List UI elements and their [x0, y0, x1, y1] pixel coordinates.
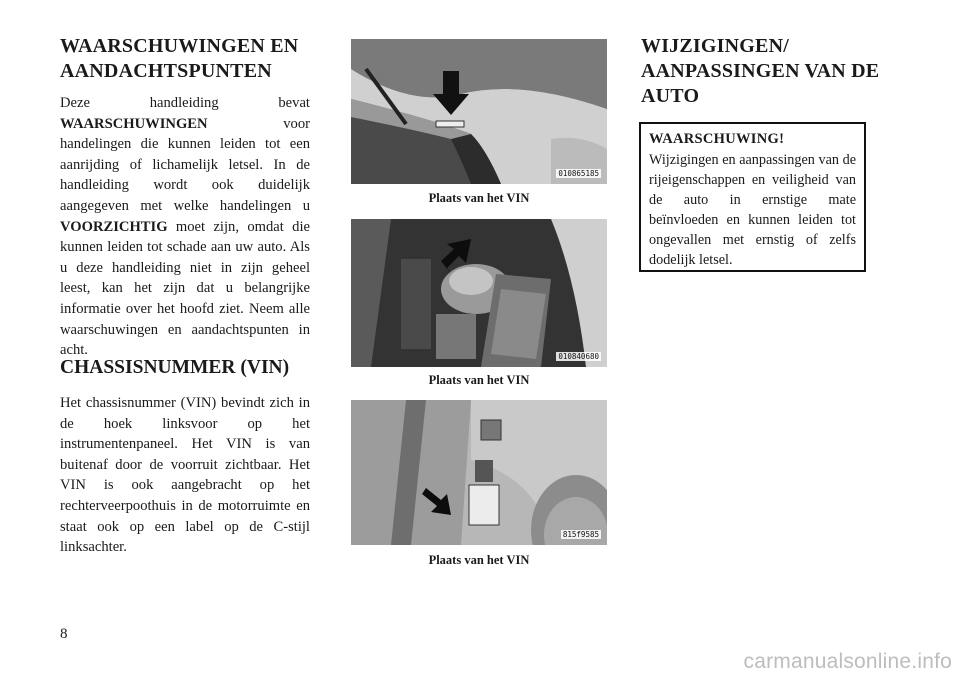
figure-caption: Plaats van het VIN [428, 553, 530, 567]
heading-line: WAARSCHUWINGEN EN [60, 35, 299, 57]
watermark: carmanualsonline.info [743, 650, 952, 673]
figure-caption: Plaats van het VIN [428, 373, 530, 387]
vin-paragraph: Het chassisnummer (VIN) bevindt zich in de hoek linksvoor op het instrumentenpaneel. Het VIN is van buitenaf door de voorruit zichtbaar. Het VIN is ook aangebracht op het rechterveerpoothuis in de motorruimte en staat ook op een label op de C-stijl linksachter. [60, 395, 310, 556]
heading-line: WIJZIGINGEN/ [641, 35, 789, 57]
engine-bay-illustration [351, 219, 607, 367]
windshield-illustration [351, 39, 607, 184]
c-pillar-illustration [351, 400, 607, 545]
bold-term: WAARSCHUWINGEN [60, 115, 208, 132]
text-run: moet zijn, omdat die kunnen leiden tot schade aan uw auto. Als u deze handleiding niet in zijn geheel leest, kan het zijn dat u belangrijke informatie over het hoofd ziet. Neem alle waarschuwingen en aandachtspunten in acht. [60, 218, 310, 359]
heading-warnings [60, 34, 320, 84]
figure-code: 815f9585 [562, 530, 599, 539]
heading-modifications [641, 34, 881, 109]
figure-caption: Plaats van het VIN [428, 191, 530, 205]
warning-title: WAARSCHUWING! [649, 131, 785, 147]
text-run: voor handelingen die kunnen leiden tot een aanrijding of lichamelijk letsel. In de handleiding wordt ook duidelijk aangegeven met welke handelingen u [60, 115, 310, 214]
figure-vin-windshield [351, 39, 607, 184]
figure-code: 010840680 [558, 352, 599, 361]
text-run: Deze handleiding bevat [60, 95, 310, 111]
heading-line: AUTO [641, 85, 700, 107]
bold-term: VOORZICHTIG [60, 218, 168, 235]
warning-text: Wijzigingen en aanpassingen van de rijeigenschappen en veiligheid van de auto in ernstige mate beïnvloeden en kunnen leiden tot ongevallen met ernstig of zelfs dodelijk letsel. [649, 152, 856, 268]
figure-vin-c-pillar [351, 400, 607, 545]
heading-line: AANPASSINGEN VAN DE [641, 60, 880, 82]
heading-line: AANDACHTSPUNTEN [60, 60, 272, 82]
warnings-paragraph [60, 93, 310, 361]
warning-box [639, 122, 866, 272]
figure-vin-engine-bay [351, 219, 607, 367]
figure-code: 010865185 [558, 169, 599, 178]
page-number: 8 [60, 626, 68, 642]
heading-vin: CHASSISNUMMER (VIN) [60, 357, 290, 378]
